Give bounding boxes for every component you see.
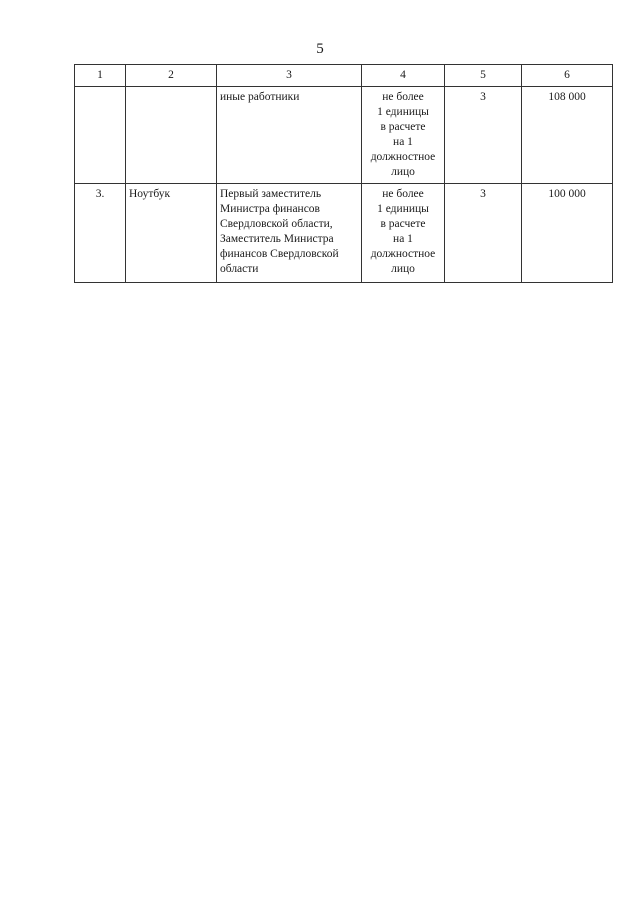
quantity-line: в расчете bbox=[380, 121, 426, 133]
quantity-line: 1 единицы bbox=[377, 106, 429, 118]
position-cell: иные работники bbox=[217, 87, 362, 184]
quantity-line: в расчете bbox=[380, 218, 426, 230]
column-header: 3 bbox=[217, 65, 362, 87]
price-cell: 100 000 bbox=[522, 184, 613, 283]
column-header: 5 bbox=[445, 65, 522, 87]
table-header-row bbox=[75, 65, 613, 87]
column-header: 1 bbox=[75, 65, 126, 87]
page-number: 5 bbox=[316, 41, 324, 57]
item-name-cell bbox=[126, 87, 217, 184]
column-header: 4 bbox=[362, 65, 445, 87]
quantity-line: на 1 bbox=[393, 233, 413, 245]
quantity-line: должностное bbox=[370, 151, 436, 163]
column-header: 2 bbox=[126, 65, 217, 87]
table-row bbox=[75, 184, 613, 283]
position-line: Первый заместитель bbox=[220, 188, 322, 200]
quantity-line: не более bbox=[382, 91, 424, 103]
position-line: Заместитель Министра bbox=[220, 233, 334, 245]
document-table bbox=[74, 64, 613, 283]
price-cell: 108 000 bbox=[522, 87, 613, 184]
table-row bbox=[75, 87, 613, 184]
position-line: области bbox=[220, 263, 259, 275]
quantity-line: должностное bbox=[370, 248, 436, 260]
column-header: 6 bbox=[522, 65, 613, 87]
position-cell bbox=[217, 184, 362, 283]
quantity-line: не более bbox=[382, 188, 424, 200]
row-number-cell bbox=[75, 87, 126, 184]
item-name-cell: Ноутбук bbox=[126, 184, 217, 283]
quantity-line: лицо bbox=[391, 263, 415, 275]
quantity-line: 1 единицы bbox=[377, 203, 429, 215]
position-line: финансов Свердловской bbox=[220, 248, 339, 260]
quantity-line: лицо bbox=[391, 166, 415, 178]
position-line: Свердловской области, bbox=[220, 218, 333, 230]
quantity-cell bbox=[362, 87, 445, 184]
row-number-cell: 3. bbox=[75, 184, 126, 283]
quantity-cell bbox=[362, 184, 445, 283]
service-life-cell: 3 bbox=[445, 184, 522, 283]
service-life-cell: 3 bbox=[445, 87, 522, 184]
position-line: Министра финансов bbox=[220, 203, 320, 215]
quantity-line: на 1 bbox=[393, 136, 413, 148]
